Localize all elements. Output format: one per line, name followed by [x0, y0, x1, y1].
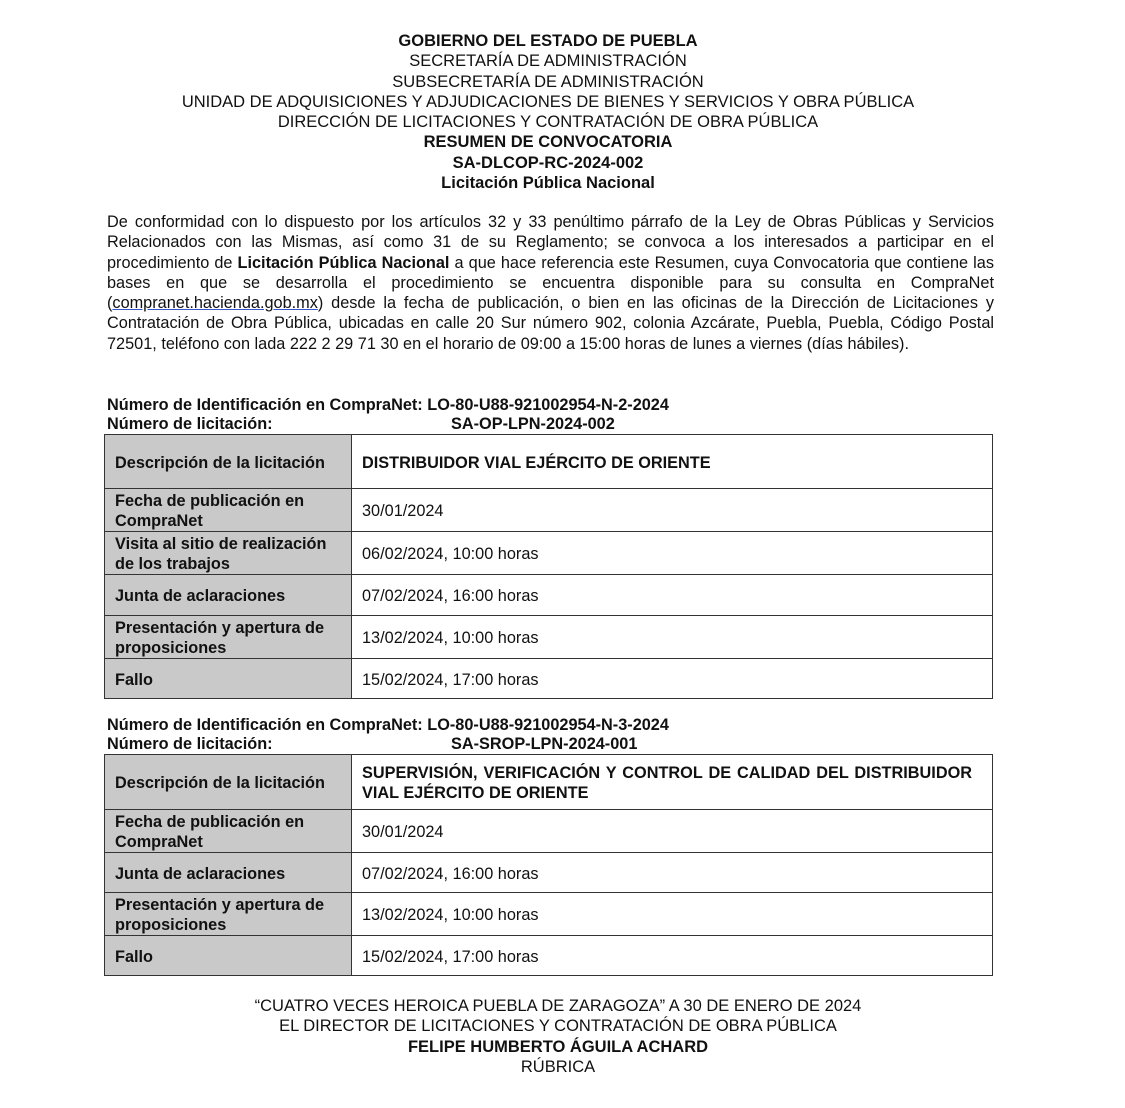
compranet-link[interactable]: compranet.hacienda.gob.mx [112, 294, 318, 313]
tender1-table [104, 434, 993, 699]
table-row [105, 853, 993, 893]
footer-director-name: FELIPE HUMBERTO ÁGUILA ACHARD [407, 1037, 709, 1056]
tender2-id-row [107, 716, 669, 735]
table-row [105, 532, 993, 575]
row-label: Fecha de publicación en CompraNet [105, 810, 352, 853]
row-label: Junta de aclaraciones [105, 853, 352, 893]
row-label: Presentación y apertura de proposiciones [105, 616, 352, 659]
table-row [105, 489, 993, 532]
tender1-lic-label: Número de licitación: [107, 415, 273, 433]
row-value: 06/02/2024, 10:00 horas [352, 532, 993, 575]
row-label: Visita al sitio de realización de los trabajos [105, 532, 352, 575]
subsecretariat-name: SUBSECRETARÍA DE ADMINISTRACIÓN [392, 72, 704, 91]
table-row [105, 575, 993, 616]
table-row [105, 936, 993, 976]
row-label: Presentación y apertura de proposiciones [105, 893, 352, 936]
footer-director-title: EL DIRECTOR DE LICITACIONES Y CONTRATACIÓN DE OBRA PÚBLICA [279, 1017, 837, 1036]
row-value: 13/02/2024, 10:00 horas [352, 616, 993, 659]
secretariat-name: SECRETARÍA DE ADMINISTRACIÓN [409, 52, 687, 71]
row-value: SUPERVISIÓN, VERIFICACIÓN Y CONTROL DE CALIDAD DEL DISTRIBUIDOR VIAL EJÉRCITO DE ORIENTE [352, 755, 993, 810]
row-value: 07/02/2024, 16:00 horas [352, 575, 993, 616]
tender2-lic-label: Número de licitación: [107, 735, 273, 753]
tender2-table [104, 754, 993, 976]
table-row [105, 435, 993, 489]
table-row [105, 755, 993, 810]
row-label: Fallo [105, 659, 352, 699]
tender2-id-label: Número de Identificación en CompraNet: [107, 716, 423, 734]
tender2-lic-value: SA-SROP-LPN-2024-001 [451, 735, 638, 753]
tender1-id-value: LO-80-U88-921002954-N-2-2024 [427, 396, 669, 414]
table-row [105, 616, 993, 659]
tender1-lic-row [107, 415, 669, 434]
table-row [105, 893, 993, 936]
row-value: 15/02/2024, 17:00 horas [352, 936, 993, 976]
row-value: 07/02/2024, 16:00 horas [352, 853, 993, 893]
row-label: Descripción de la licitación [105, 435, 352, 489]
document-title: RESUMEN DE CONVOCATORIA [423, 133, 673, 152]
tender2-lic-row [107, 735, 669, 754]
row-label: Descripción de la licitación [105, 755, 352, 810]
row-label: Fallo [105, 936, 352, 976]
row-value: 13/02/2024, 10:00 horas [352, 893, 993, 936]
intro-bold-text: Licitación Pública Nacional [237, 253, 450, 272]
row-label: Junta de aclaraciones [105, 575, 352, 616]
intro-text-1: De conformidad con lo dispuesto por los artículos 32 y 33 penúltimo párrafo de la Ley de Obras Públicas y Servicios Relacionados con las Mismas, así como 31 de su Reglamento; se convoca a los interesados a participar en el procedimiento de [107, 213, 994, 272]
row-label: Fecha de publicación en CompraNet [105, 489, 352, 532]
row-value: 15/02/2024, 17:00 horas [352, 659, 993, 699]
row-value: 30/01/2024 [352, 489, 993, 532]
footer-signature: RÚBRICA [520, 1057, 596, 1076]
intro-text-3: ) desde la fecha de publicación, o bien en las oficinas de la Dirección de Licitaciones y Contratación de Obra Pública, ubicadas en calle 20 Sur número 902, colonia Azcárate, Puebla, Puebla, Código Postal 72501, teléfono con lada 222 2 29 71 30 en el horario de 09:00 a 15:00 horas de lunes a viernes (días hábiles). [107, 294, 994, 353]
intro-text-2: a que hace referencia este Resumen, cuya Convocatoria que contiene las bases en que se desarrolla el procedimiento se encuentra disponible para su consulta en CompraNet ( [107, 253, 994, 313]
tender1-identifiers [107, 396, 669, 434]
footer-place-date: “CUATRO VECES HEROICA PUEBLA DE ZARAGOZA” A 30 DE ENERO DE 2024 [254, 997, 862, 1015]
table-row [105, 659, 993, 699]
tender1-id-label: Número de Identificación en CompraNet: [107, 396, 423, 414]
tender2-id-value: LO-80-U88-921002954-N-3-2024 [427, 716, 669, 734]
row-value: DISTRIBUIDOR VIAL EJÉRCITO DE ORIENTE [352, 435, 993, 489]
government-name: GOBIERNO DEL ESTADO DE PUEBLA [398, 32, 698, 50]
directorate-name: DIRECCIÓN DE LICITACIONES Y CONTRATACIÓN DE OBRA PÚBLICA [277, 113, 819, 132]
document-footer [0, 996, 1116, 1077]
table-row [105, 810, 993, 853]
tender1-lic-value: SA-OP-LPN-2024-002 [451, 415, 615, 433]
unit-name: UNIDAD DE ADQUISICIONES Y ADJUDICACIONES DE BIENES Y SERVICIOS Y OBRA PÚBLICA [181, 92, 915, 111]
row-value: 30/01/2024 [352, 810, 993, 853]
intro-paragraph [107, 212, 994, 354]
document-code: SA-DLCOP-RC-2024-002 [452, 153, 644, 172]
tender-type: Licitación Pública Nacional [441, 174, 655, 193]
document-header [0, 31, 1096, 193]
tender1-id-row [107, 396, 669, 415]
tender2-identifiers [107, 716, 669, 754]
